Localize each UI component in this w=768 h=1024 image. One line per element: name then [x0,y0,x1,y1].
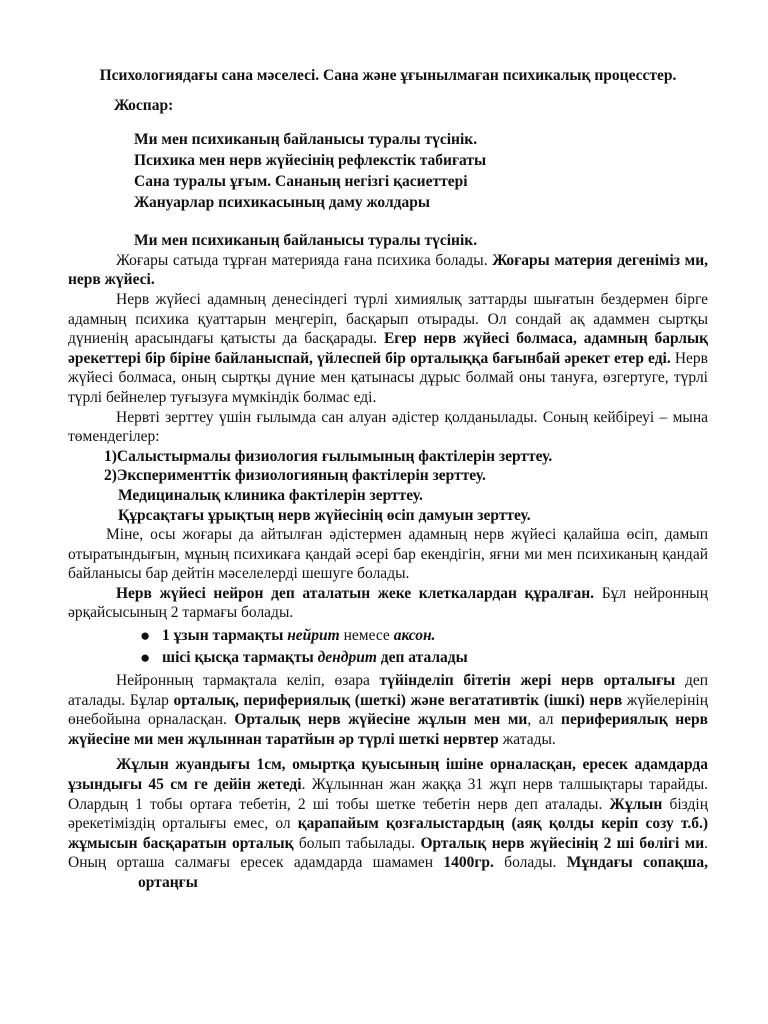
plan-item: Ми мен психиканың байланысы туралы түсінік. [134,131,478,149]
paragraph-7: Жұлын жуандығы 1см, омыртқа қуысының ішіне орналасқан, ересек адамдарда ұзындығы 45 см ге дейін жетеді. Жұлыннан жан жаққа 31 жұп нерв талшықтары тарайды. Олардың 1 тобы ортаға тебетін, 2 ші тобы шетке тебетін нерв деп аталады. Жұлын біздің әрекетіміздің орталығы емес, ол қарапайым қозғалыстардың (аяқ қолды керіп созу т.б.) жұмысын басқаратын орталық болып табылады. Орталық нерв жүйесінің 2 ші бөлігі ми. Оның орташа салмағы ересек адамдарда шамамен 1400гр. болады. Мұндағы сопақша,ортаңғы [68,756,709,891]
paragraph-4: Міне, осы жоғары да айтылған әдістермен адамның нерв жүйесі қалайша өсіп, дамып отыратындығын, мұның психикаға қандай әсері бар екендігін, яғни ми мен психиканың қандай байланысы бар дейтін мәселелерді шешуге болады. [68,526,708,583]
plan-list [134,129,708,213]
bullet-icon: ● [140,648,151,668]
bullet-icon: ● [140,626,151,646]
method-item: Медициналық клиника фактілерін зерттеу. [118,486,423,504]
document-title: Психологиядағы сана мәселесі. Сана және ұғынылмаған психикалық процесстер. [99,67,677,84]
bullet-item: ● шісі қысқа тармақты дендрит деп аталады [140,648,468,668]
paragraph-3: Нервті зерттеу үшін ғылымда сан алуан әдістер қолданылады. Соның кейбіреуі – мына төмендегілер: [68,408,708,446]
paragraph-2: Нерв жүйесі адамның денесіндегі түрлі химиялық заттарды шығатын бездермен бірге адамның психика қуаттарын меңгеріп, басқарып отырады. Ол сондай ақ адаммен сыртқы дүниенің арасындағы қатысты да басқарады. Егер нерв жүйесі болмаса, адамның барлық әрекеттері бір біріне байланыспай, үйлеспей бір орталыққа бағынбай әрекет етер еді. Нерв жүйесі болмаса, оның сыртқы дүние мен қатынасы дұрыс болмай оны тануға, өзгертуге, түрлі түрлі бейнелер туғызуға мүмкіндік болмас еді. [68,290,709,406]
method-item: 2)Эксперименттік физиологияның фактілерін зерттеу. [104,467,486,485]
plan-heading: Жоспар: [114,96,174,114]
bullet-item: ● 1 ұзын тармақты нейрит немесе аксон. [140,626,436,646]
plan-item: Психика мен нерв жүйесінің рефлекстік табиғаты [134,152,487,170]
paragraph-5: Нерв жүйесі нейрон деп аталатын жеке клеткалардан құралған. Бұл нейронның әрқайсысының 2 тармағы болады. [68,584,708,622]
method-item: Құрсақтағы ұрықтың нерв жүйесінің өсіп дамуын зерттеу. [118,506,531,524]
section-heading: Ми мен психиканың байланысы туралы түсінік. [134,232,478,250]
paragraph-6: Нейронның тармақтала келіп, өзара түйінделіп бітетін жері нерв орталығы деп аталады. Бұлар орталық, перифериялық (шеткі) және вегатативтік (ішкі) нерв жүйелерінің өнебойына орналасқан. Орталық нерв жүйесіне жұлын мен ми, ал перифериялық нерв жүйесіне ми мен жұлыннан таратйын әр түрлі шеткі нервтер жатады. [68,672,709,748]
bullet-list [68,625,708,669]
plan-item: Сана туралы ұғым. Сананың негізгі қасиеттері [134,173,468,191]
paragraph-1: Жоғары сатыда тұрған материяда ғана психика болады. Жоғары материя дегеніміз ми, нерв жүйесі. [68,251,708,289]
method-item: 1)Салыстырмалы физиология ғылымының фактілерін зерттеу. [104,447,553,465]
plan-item: Жануарлар психикасының даму жолдары [134,194,430,212]
